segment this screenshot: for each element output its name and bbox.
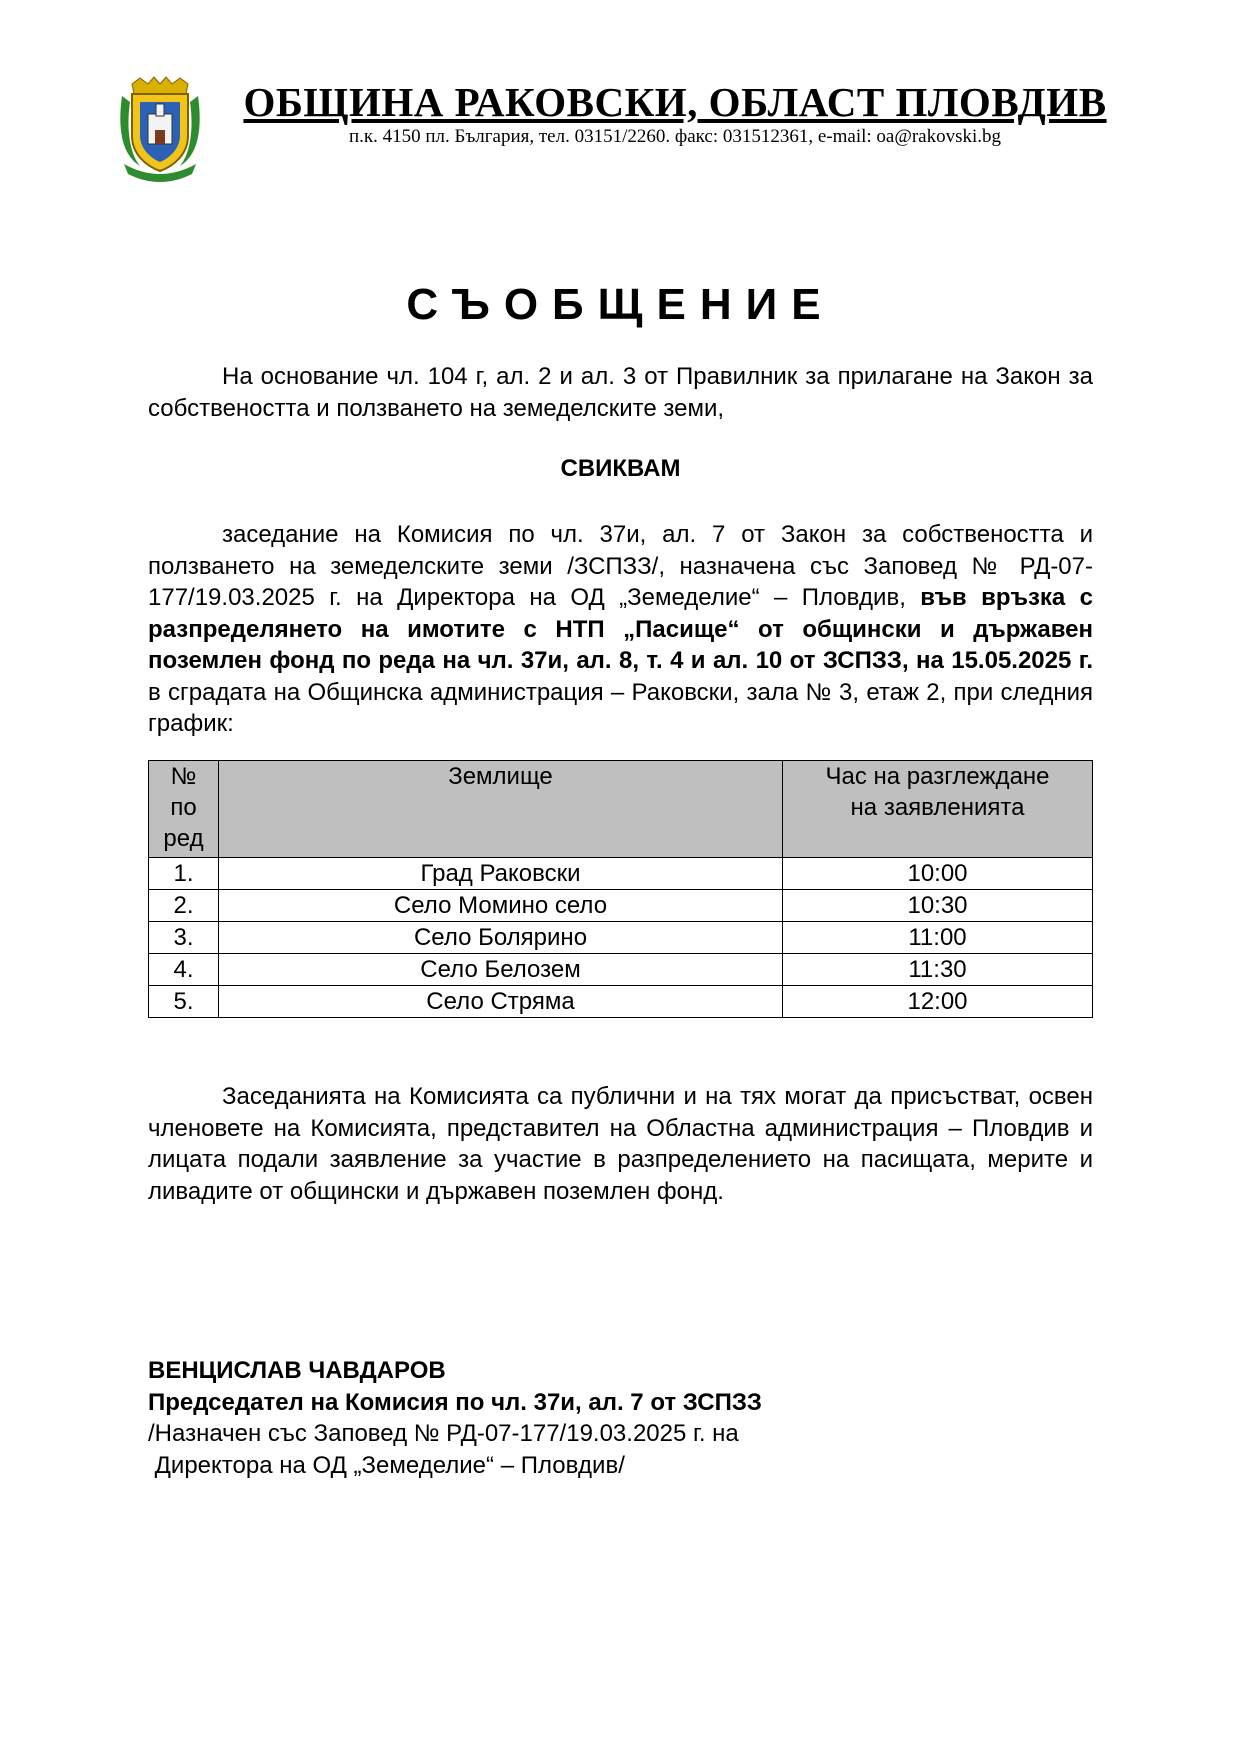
- header-land: Землище: [219, 761, 783, 858]
- table-row: [149, 858, 1093, 890]
- table-row: [149, 890, 1093, 922]
- row-number: 1.: [149, 858, 219, 890]
- meeting-text-part2: в сградата на Общинска администрация – Раковски, зала № 3, етаж 2, при следния график:: [148, 678, 1093, 737]
- intro-paragraph: [148, 361, 1093, 424]
- row-number: 2.: [149, 890, 219, 922]
- row-time: 12:00: [783, 986, 1093, 1018]
- header-number: № по ред: [149, 761, 219, 858]
- row-time: 11:00: [783, 922, 1093, 954]
- row-land: Село Стряма: [219, 986, 783, 1018]
- convene-heading: СВИКВАМ: [560, 455, 681, 482]
- signatory-position: Председател на Комисия по чл. 37и, ал. 7 от ЗСПЗЗ: [148, 1388, 762, 1416]
- row-number: 3.: [149, 922, 219, 954]
- meeting-text-part1: заседание на Комисия по чл. 37и, ал. 7 от Закон за собствеността и ползването на земеделските земи /ЗСПЗЗ/, назначена със Заповед № РД-07-177/19.03.2025 г. на Директора на ОД „Земеделие“ – Пловдив,: [148, 521, 1093, 611]
- row-land: Село Болярино: [219, 922, 783, 954]
- meeting-paragraph: [148, 519, 1093, 740]
- row-land: Град Раковски: [219, 858, 783, 890]
- appointment-line-2: Директора на ОД „Земеделие“ – Пловдив/: [148, 1451, 625, 1479]
- table-row: [149, 986, 1093, 1018]
- row-number: 5.: [149, 986, 219, 1018]
- table-header-row: [149, 761, 1093, 858]
- row-time: 11:30: [783, 954, 1093, 986]
- schedule-table: [148, 760, 1093, 1018]
- organization-contacts: п.к. 4150 пл. България, тел. 03151/2260. факс: 031512361, e-mail: oa@rakovski.bg: [348, 126, 1002, 147]
- row-land: Село Момино село: [219, 890, 783, 922]
- intro-text: На основание чл. 104 г, ал. 2 и ал. 3 от Правилник за прилагане на Закон за собствеността и ползването на земеделските земи,: [148, 363, 1093, 422]
- row-number: 4.: [149, 954, 219, 986]
- row-time: 10:30: [783, 890, 1093, 922]
- organization-name: ОБЩИНА РАКОВСКИ, ОБЛАСТ ПЛОВДИВ: [243, 79, 1107, 125]
- table-row: [149, 954, 1093, 986]
- meeting-text-bold: във връзка с разпределянето на имотите с НТП „Пасище“ от общински и държавен поземлен фонд по реда на чл. 37и, ал. 8, т. 4 и ал. 10 от ЗСПЗЗ, на 15.05.2025 г.: [148, 584, 1094, 674]
- municipality-crest-icon: [110, 74, 210, 182]
- header-time: Час на разглеждане на заявленията: [783, 761, 1093, 858]
- letterhead: [110, 74, 1130, 184]
- table-row: [149, 922, 1093, 954]
- signatory-name: ВЕНЦИСЛАВ ЧАВДАРОВ: [148, 1357, 446, 1384]
- signature-block: [148, 1355, 762, 1481]
- document-title: СЪОБЩЕНИЕ: [406, 280, 835, 329]
- row-land: Село Белозем: [219, 954, 783, 986]
- closing-text: Заседанията на Комисията са публични и на тях могат да присъстват, освен членовете на Комисията, представител на Областна администрация – Пловдив и лицата подали заявление за участие в разпределението на пасищата, мерите и ливадите от общински и държавен поземлен фонд.: [148, 1083, 1093, 1205]
- appointment-line-1: /Назначен със Заповед № РД-07-177/19.03.2025 г. на: [148, 1420, 739, 1447]
- row-time: 10:00: [783, 858, 1093, 890]
- closing-paragraph: [148, 1081, 1093, 1207]
